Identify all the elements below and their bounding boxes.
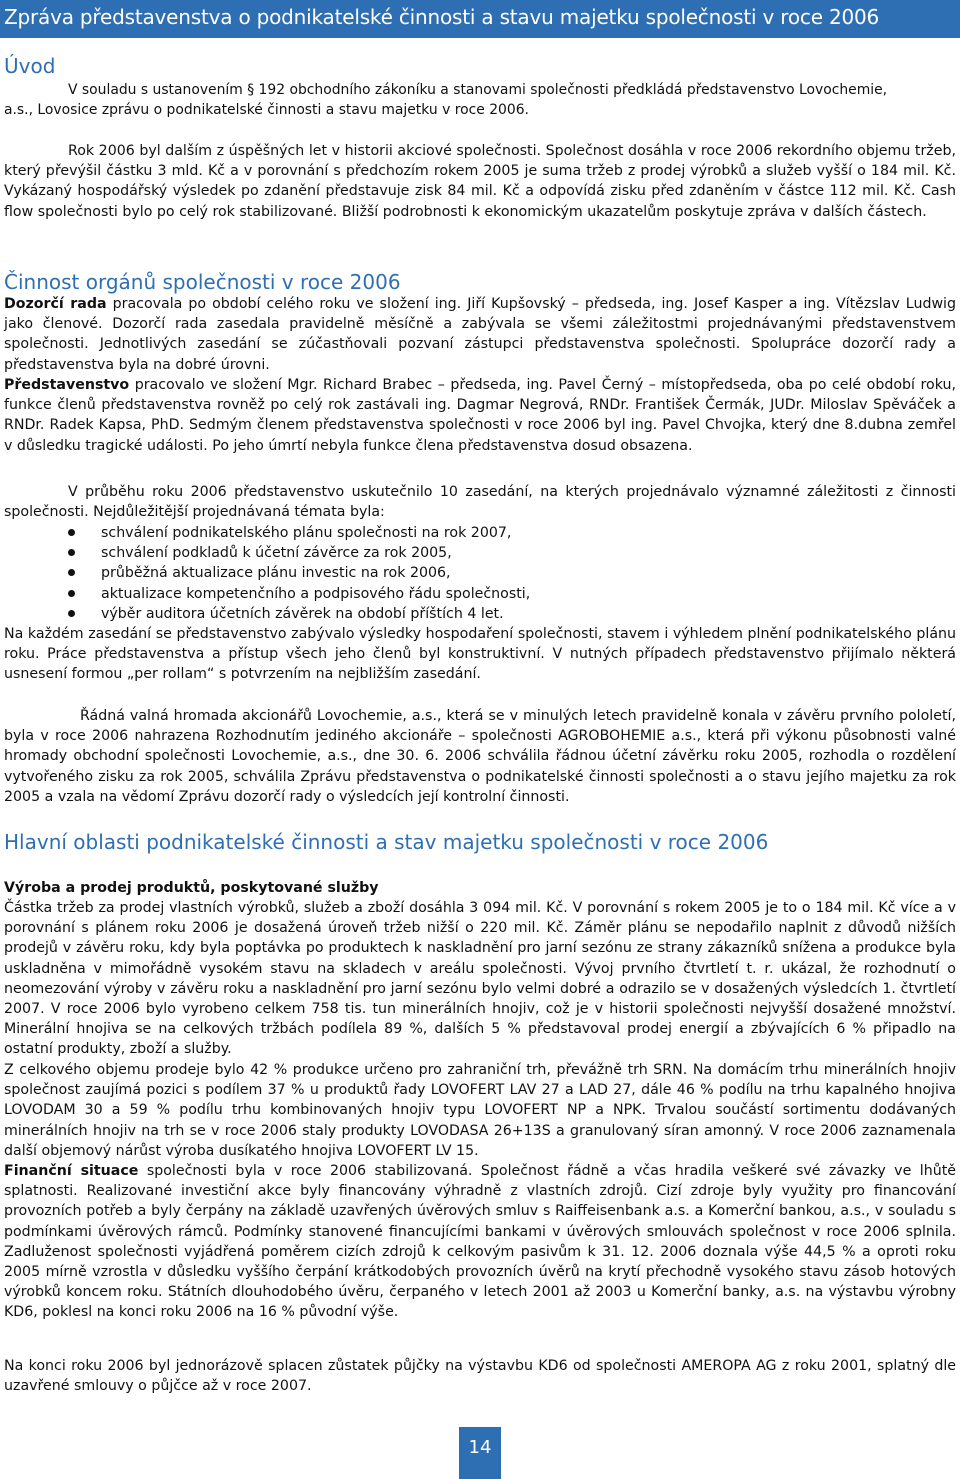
section-heading-uvod: Úvod [4, 54, 56, 78]
subheading-vyroba: Výroba a prodej produktů, poskytované služby [4, 880, 379, 896]
predstavenstvo-label: Představenstvo [4, 377, 130, 393]
cinnost-predstavenstvo-paragraph [4, 375, 956, 456]
list-item: průběžná aktualizace plánu investic na rok 2006, [68, 563, 530, 583]
cinnost-after-list-paragraph: Na každém zasedání se představenstvo zabývalo výsledky hospodaření společnosti, stavem i výhledem plnění podnikatelského plánu roku. Práce představenstva a přístup všech jeho členů byl konstruktivní. V nutných případech představenstvo přijímalo některá usnesení formou „per rollam“ s potvrzením na nejbližším zasedání. [4, 626, 956, 683]
uvod-paragraph-1 [4, 80, 956, 120]
financni-text: společnosti byla v roce 2006 stabilizovaná. Společnost řádně a včas hradila veškeré své závazky ve lhůtě splatnosti. Realizované investiční akce byly financovány výhradně z vlastních zdrojů. Cizí zdroje byly využity pro financování provozních potřeb a byly čerpány na základě uzavřených úvěrových smluv s Raiffeisenbank a.s. a Komerční bankou, a.s., v souladu s podmínkami úvěrových rámců. Podmínky stanovené financujícími bankami v úvěrových smlouvách společnost v roce 2006 splnila. Zadluženost společnosti vyjádřená poměrem cizích zdrojů k celkovým pasivům k 31. 12. 2006 doznala výše 44,5 % a oproti roku 2005 mírně vzrostla v důsledku vyššího čerpání krátkodobých provozních úvěrů na krytí přechodně vysokého stavu zásob hotových výrobků koncem roku. Státních dlouhodobého úvěru, čerpaného v letech 2001 až 2003 u Komerční banky, a.s. na výstavbu výrobny KD6, poklesl na konci roku 2006 na 16 % původní výše. [4, 1163, 956, 1321]
cinnost-zasedani-paragraph: V průběhu roku 2006 představenstvo uskutečnilo 10 zasedání, na kterých projednávalo významné záležitosti z činnosti společnosti. Nejdůležitější projednávaná témata byla: [4, 484, 956, 521]
uvod-paragraph-2: Rok 2006 byl dalším z úspěšných let v historii akciové společnosti. Společnost dosáhla v roce 2006 rekordního objemu tržeb, který převýšil částku 3 mld. Kč a v porovnání s předchozím rokem 2005 je suma tržeb z prodej výrobků a služeb vyšší o 184 mil. Kč. Vykázaný hospodářský výsledek po zdanění představuje zisk 84 mil. Kč a odpovídá zisku před zdaněním v částce 112 mil. Kč. Cash flow společnosti bylo po celý rok stabilizované. Bližší podrobnosti k ekonomickým ukazatelům poskytuje zpráva v dalších částech. [4, 143, 956, 220]
page-number: 14 [468, 1437, 492, 1458]
financni-paragraph [4, 1161, 956, 1323]
uvod-p1-line2: a.s., Lovosice zprávu o podnikatelské činnosti a stavu majetku v roce 2006. [4, 102, 529, 119]
dozorci-label: Dozorčí rada [4, 296, 107, 312]
bullet-icon [68, 529, 75, 536]
list-item: aktualizace kompetenčního a podpisového řádu společnosti, [68, 584, 530, 604]
bullet-icon [68, 569, 75, 576]
topics-list [68, 523, 530, 624]
hlavni-paragraph-2: Z celkového objemu prodeje bylo 42 % produkce určeno pro zahraniční trh, převážně trh SRN. Na domácím trhu minerálních hnojiv společnost zaujímá pozici s podílem 37 % u produktů řady LOVOFERT LAV 27 a LAD 27, dále 46 % podílu na trhu kapalného hnojiva LOVODAM 30 a 59 % podílu trhu kombinovaných hnojiv typu LOVOFERT NP a NPK. Trvalou součástí sortimentu dodávaných minerálních hnojiv na trh se v roce 2006 staly produkty LOVODASA 26+13S a granulovaný síran amonný. V roce 2006 zaznamenala další objemový nárůst výroba dusíkatého hnojiva LOVOFERT LV 15. [4, 1062, 956, 1159]
section-heading-cinnost: Činnost orgánů společnosti v roce 2006 [4, 270, 401, 294]
bullet-icon [68, 610, 75, 617]
bullet-icon [68, 549, 75, 556]
cinnost-valna-hromada-paragraph: Řádná valná hromada akcionářů Lovochemie, a.s., která se v minulých letech pravidelně konala v závěru prvního pololetí, byla v roce 2006 nahrazena Rozhodnutím jediného akcionáře – společnosti AGROBOHEMIE a.s., která při výkonu působnosti valné hromady obchodní společnosti Lovochemie, a.s., dne 30. 6. 2006 schválila řádnou účetní závěrku roku 2005, rozhodla o rozdělení vytvořeného zisku za rok 2005, schválila Zprávu představenstva o podnikatelské činnosti společnosti a o stavu jejího majetku za rok 2005 a vzala na vědomí Zprávu dozorčí rady o výsledcích její kontrolní činnosti. [4, 708, 956, 805]
predstavenstvo-text: pracovalo ve složení Mgr. Richard Brabec – předseda, ing. Pavel Černý – místopředseda, oba po celé období roku, funkce členů představenstva rovněž po celý rok zastávali ing. Dagmar Negrová, RNDr. František Čermák, JUDr. Miloslav Spěváček a RNDr. Radek Kapsa, PhD. Sedmým členem představenstva společnosti v roce 2006 byl ing. Pavel Chvojka, který dne 8.dubna zemřel v důsledku tragické události. Po jeho úmrtí nebyla funkce člena představenstva dosud obsazena. [4, 377, 956, 454]
financni-last-paragraph: Na konci roku 2006 byl jednorázově splacen zůstatek půjčky na výstavbu KD6 od společnosti AMEROPA AG z roku 2001, splatný dle uzavřené smlouvy o půjčce až v roce 2007. [4, 1358, 956, 1395]
cinnost-dozorci-paragraph [4, 294, 956, 375]
title-band [0, 0, 960, 38]
list-item: schválení podkladů k účetní závěrce za rok 2005, [68, 543, 530, 563]
list-item: schválení podnikatelského plánu společnosti na rok 2007, [68, 523, 530, 543]
uvod-p1-line1: V souladu s ustanovením § 192 obchodního zákoníku a stanovami společnosti předkládá představenstvo Lovochemie, [68, 82, 888, 98]
dozorci-text: pracovala po období celého roku ve složení ing. Jiří Kupšovský – předseda, ing. Josef Kasper a ing. Vítězslav Ludwig jako členové. Dozorčí rada zasedala pravidelně měsíčně a zabývala se všemi záležitostmi projednávanými představenstvem společnosti. Jednotlivých zasedání se zúčastňovali pozvaní zástupci představenstva společnosti. Spolupráce dozorčí rady a představenstva byla na dobré úrovni. [4, 296, 956, 373]
page-number-box [459, 1427, 501, 1479]
hlavni-paragraph-1: Částka tržeb za prodej vlastních výrobků, služeb a zboží dosáhla 3 094 mil. Kč. V porovnání s rokem 2005 je to o 184 mil. Kč více a v porovnání s plánem roku 2006 je dosažená úroveň tržeb nižší o 220 mil. Kč. Záměr plánu se nepodařilo naplnit z důvodů nižších prodejů v závěru roku, kdy byla poptávka po produktech k naskladnění pro jarní sezónu ze strany zákazníků snížena a produkce byla uskladněna v mimořádně vysokém stavu na skladech v areálu společnosti. Vývoj prvního čtvrtletí t. r. ukázal, že rozhodnutí o neomezování výroby v závěru roku a naskladnění pro jarní sezónu bylo velmi dobré a odrazilo se v dosažených výsledcích 1. čtvrtletí 2007. V roce 2006 bylo vyrobeno celkem 758 tis. tun minerálních hnojiv, což je v historii společnosti nejvyšší dosažené množství. Minerální hnojiva se na celkových tržbách podílela 89 %, dalších 5 % představoval prodej energií a zbývajících 6 % připadlo na ostatní produkty, zboží a služby. [4, 900, 956, 1058]
list-item: výběr auditora účetních závěrek na období příštích 4 let. [68, 604, 530, 624]
bullet-icon [68, 590, 75, 597]
section-heading-hlavni: Hlavní oblasti podnikatelské činnosti a stav majetku společnosti v roce 2006 [4, 830, 769, 854]
page-title: Zpráva představenstva o podnikatelské činnosti a stavu majetku společnosti v roce 2006 [4, 5, 880, 29]
financni-label: Finanční situace [4, 1163, 139, 1179]
